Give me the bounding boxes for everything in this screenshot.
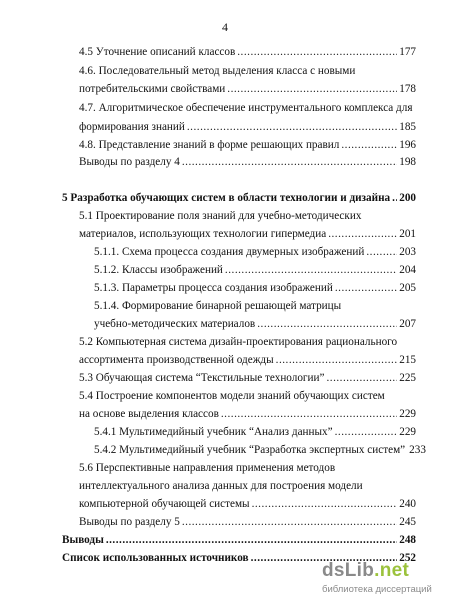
toc-entry-text: 4.7. Алгоритмическое обеспечение инструментального комплекса для	[79, 102, 413, 114]
toc-entry-text: компьютерной обучающей системы	[79, 498, 250, 510]
watermark-logo-main: dsLib	[322, 560, 375, 581]
toc-leader	[335, 424, 398, 440]
toc-entry	[79, 44, 416, 60]
watermark-logo	[322, 560, 409, 582]
toc-entry	[79, 226, 416, 242]
toc-entry	[94, 244, 416, 260]
toc-entry-page: 177	[399, 46, 416, 58]
toc-entry-text: материалов, использующих технологии гипермедиа	[79, 228, 327, 240]
toc-entry-page: 185	[399, 121, 416, 133]
toc-entry	[94, 316, 416, 332]
toc-leader	[392, 190, 397, 206]
toc-entry-text: 4.6. Последовательный метод выделения класса с новыми	[79, 65, 356, 77]
toc-entry-text: 5.4.2 Мультимедийный учебник “Разработка экспертных систем”	[94, 444, 406, 456]
toc-entry-page: 201	[399, 228, 416, 240]
toc-entry-text: Список использованных источников	[62, 552, 249, 564]
toc-leader	[252, 496, 398, 512]
toc-leader	[182, 154, 397, 170]
toc-entry	[62, 190, 416, 206]
toc-entry	[79, 478, 363, 494]
toc-entry-text: 4.5 Уточнение описаний классов	[79, 46, 236, 58]
toc-entry-page: 196	[399, 139, 416, 151]
toc-entry-text: 5.4.1 Мультимедийный учебник “Анализ данных”	[94, 426, 333, 438]
toc-entry	[79, 514, 416, 530]
toc-entry	[79, 388, 385, 404]
toc-leader	[341, 137, 397, 153]
toc-entry-text: потребительскими свойствами	[79, 83, 226, 95]
toc-entry-text: 5.1.3. Параметры процесса создания изображений	[94, 282, 333, 294]
toc-entry	[79, 496, 416, 512]
toc-entry-text: 5.1.2. Классы изображений	[94, 264, 223, 276]
toc-leader	[328, 226, 397, 242]
toc-entry	[79, 370, 416, 386]
watermark	[322, 560, 442, 600]
toc-entry	[62, 532, 416, 548]
toc-entry	[79, 154, 416, 170]
toc-entry-page: 229	[399, 408, 416, 420]
toc-entry-text: 5.4 Построение компонентов модели знаний обучающих систем	[79, 390, 385, 402]
toc-entry	[79, 460, 335, 476]
toc-leader	[237, 44, 397, 60]
toc-entry	[79, 100, 412, 116]
toc-entry	[79, 208, 361, 224]
toc-entry-text: 5.3 Обучающая система “Текстильные технологии”	[79, 372, 325, 384]
toc-entry-page: 233	[409, 444, 426, 456]
toc-entry	[79, 81, 416, 97]
toc-entry-page: 240	[399, 498, 416, 510]
toc-entry-text: учебно-методических материалов	[94, 318, 256, 330]
toc-entry-page: 225	[399, 372, 416, 384]
toc-entry	[94, 280, 416, 296]
page-number: 4	[222, 20, 228, 34]
toc-entry-page: 205	[399, 282, 416, 294]
toc-entry-text: 5.1.1. Схема процесса создания двумерных изображений	[94, 246, 365, 258]
toc-entry-text: Выводы по разделу 5	[79, 516, 180, 528]
toc-entry-text: 5.6 Перспективные направления применения методов	[79, 462, 336, 474]
toc-leader	[366, 244, 397, 260]
toc-entry	[79, 352, 416, 368]
toc-entry	[79, 334, 397, 350]
toc-entry-text: формирования знаний	[79, 121, 185, 133]
toc-entry	[79, 406, 416, 422]
toc-leader	[326, 370, 397, 386]
toc-entry	[94, 262, 416, 278]
toc-entry-page: 245	[399, 516, 416, 528]
toc-leader	[221, 406, 397, 422]
toc-leader	[257, 316, 397, 332]
toc-entry	[94, 424, 416, 440]
toc-entry-text: Выводы	[62, 534, 104, 546]
watermark-subtitle: библиотека диссертаций	[322, 584, 432, 595]
toc-entry-page: 200	[399, 192, 416, 204]
watermark-logo-suffix: .net	[374, 560, 410, 581]
toc-leader	[106, 532, 397, 548]
toc-entry	[79, 119, 416, 135]
toc-entry-text: 5.1.4. Формирование бинарной решающей матрицы	[94, 300, 342, 312]
toc-entry-page: 215	[399, 354, 416, 366]
toc-entry	[79, 63, 355, 79]
toc-entry-page: 207	[399, 318, 416, 330]
toc-entry-page: 229	[399, 426, 416, 438]
toc-entry-text: 5 Разработка обучающих систем в области технологии и дизайна	[62, 192, 391, 204]
toc-entry	[79, 137, 416, 153]
toc-entry-text: интеллектуального анализа данных для построения модели	[79, 480, 363, 492]
toc-entry-text: ассортимента производственной одежды	[79, 354, 274, 366]
toc-entry-page: 204	[399, 264, 416, 276]
toc-entry-page: 252	[399, 552, 416, 564]
toc-entry-page: 203	[399, 246, 416, 258]
toc-entry-text: на основе выделения классов	[79, 408, 219, 420]
toc-entry-text: 5.2 Компьютерная система дизайн-проектирования рационального	[79, 336, 398, 348]
toc-entry	[94, 442, 426, 458]
toc-entry-page: 198	[399, 156, 416, 168]
toc-leader	[335, 280, 397, 296]
toc-entry	[94, 298, 341, 314]
toc-leader	[182, 514, 397, 530]
toc-entry-page: 178	[399, 83, 416, 95]
toc-leader	[276, 352, 398, 368]
toc-entry-text: 4.8. Представление знаний в форме решающих правил	[79, 139, 340, 151]
toc-leader	[187, 119, 397, 135]
toc-entry-text: Выводы по разделу 4	[79, 156, 180, 168]
toc-leader	[227, 81, 397, 97]
toc-entry-text: 5.1 Проектирование поля знаний для учебно-методических	[79, 210, 362, 222]
toc-entry-page: 248	[399, 534, 416, 546]
toc-leader	[225, 262, 397, 278]
